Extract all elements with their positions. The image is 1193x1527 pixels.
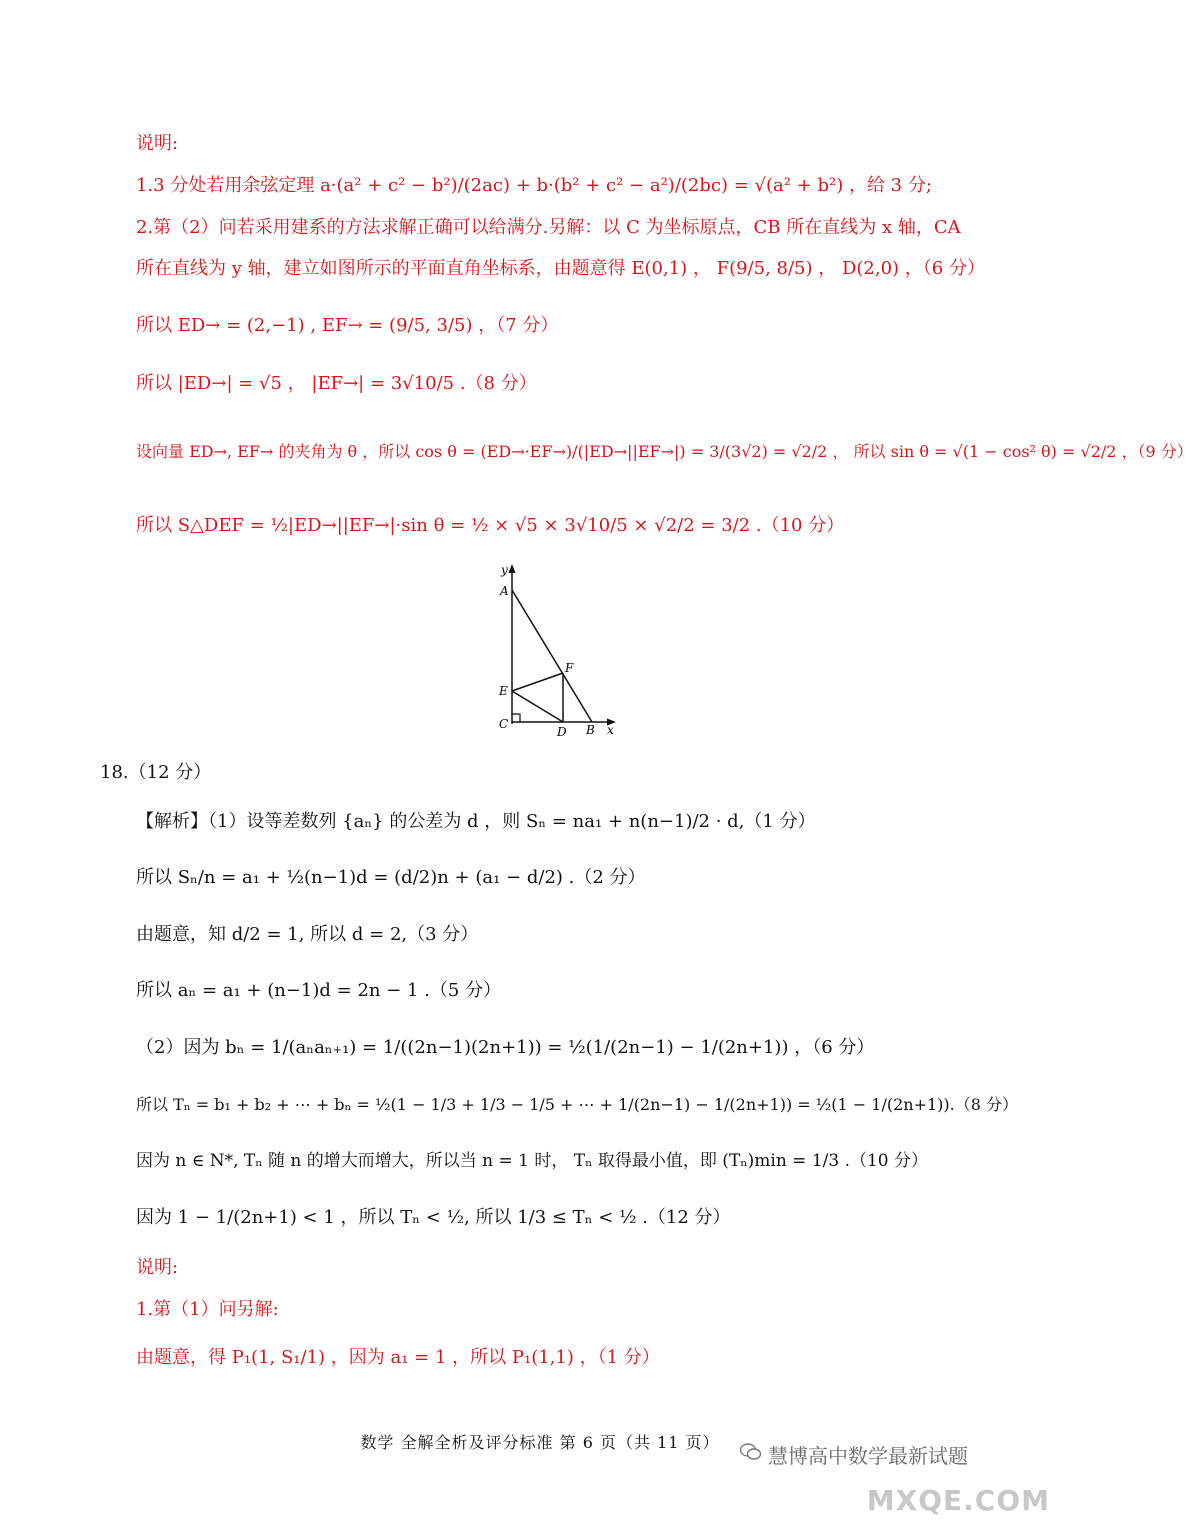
note2-line-1: 1.第（1）问另解: xyxy=(136,1299,279,1320)
label-y: y xyxy=(501,563,508,577)
label-B: B xyxy=(586,723,595,737)
label-x: x xyxy=(607,723,614,737)
note2-line-2: 由题意，得 P₁(1, S₁/1) ，因为 a₁ = 1 ，所以 P₁(1,1) ，（1 分） xyxy=(136,1347,660,1368)
note2-label: 说明: xyxy=(136,1257,179,1278)
note-line-3: 所在直线为 y 轴，建立如图所示的平面直角坐标系，由题意得 E(0,1) ， F(9/5, 8/5) ， D(2,0) ，（6 分） xyxy=(136,258,985,279)
watermark-account: 慧博高中数学最新试题 xyxy=(768,1444,968,1468)
solution-line-6: 所以 Tₙ = b₁ + b₂ + ⋯ + bₙ = ½(1 − 1/3 + 1/3 − 1/5 + ⋯ + 1/(2n−1) − 1/(2n+1)) = ½(1 − 1/(2n+1)).（8 分） xyxy=(136,1095,1018,1114)
label-A: A xyxy=(500,584,509,598)
note-line-6: 设向量 ED→, EF→ 的夹角为 θ ，所以 cos θ = (ED→·EF→)/(|ED→||EF→|) = 3/(3√2) = √2/2 ， 所以 sin θ = √(1 − cos² θ) = √2/2 ，（9 分） xyxy=(136,442,1193,461)
label-C: C xyxy=(499,717,509,731)
solution-line-8: 因为 1 − 1/(2n+1) < 1 ，所以 Tₙ < ½, 所以 1/3 ≤ Tₙ < ½ .（12 分） xyxy=(136,1207,731,1228)
solution-line-4: 所以 aₙ = a₁ + (n−1)d = 2n − 1 .（5 分） xyxy=(136,980,502,1001)
question-title: 18.（12 分） xyxy=(100,762,212,783)
note-line-7: 所以 S△DEF = ½|ED→||EF→|·sin θ = ½ × √5 × 3√10/5 × √2/2 = 3/2 .（10 分） xyxy=(136,515,845,536)
note-label: 说明: xyxy=(136,133,179,154)
solution-line-3: 由题意，知 d/2 = 1, 所以 d = 2,（3 分） xyxy=(136,924,479,945)
y-axis-arrow xyxy=(509,564,516,573)
label-F: F xyxy=(565,661,574,675)
coordinate-figure xyxy=(490,562,630,740)
note-line-1: 1.3 分处若用余弦定理 a·(a² + c² − b²)/(2ac) + b·(b² + c² − a²)/(2bc) = √(a² + b²) ，给 3 分; xyxy=(136,175,932,196)
segment-EF xyxy=(512,673,563,691)
solution-line-5: （2）因为 bₙ = 1/(aₙaₙ₊₁) = 1/((2n−1)(2n+1)) = ½(1/(2n−1) − 1/(2n+1)) ，（6 分） xyxy=(136,1037,875,1058)
note-line-4: 所以 ED→ = (2,−1) , EF→ = (9/5, 3/5) ，（7 分） xyxy=(136,315,559,336)
segment-AB xyxy=(512,590,592,722)
label-D: D xyxy=(557,725,567,739)
watermark-site: MXQE.COM xyxy=(866,1484,1050,1517)
solution-line-2: 所以 Sₙ/n = a₁ + ½(n−1)d = (d/2)n + (a₁ − d/2) .（2 分） xyxy=(136,867,646,888)
solution-line-7: 因为 n ∈ N*, Tₙ 随 n 的增大而增大，所以当 n = 1 时， Tₙ 取得最小值，即 (Tₙ)min = 1/3 .（10 分） xyxy=(136,1151,929,1171)
right-angle-marker xyxy=(512,714,520,722)
page-footer: 数学 全解全析及评分标准 第 6 页（共 11 页） xyxy=(360,1433,720,1452)
note-line-5: 所以 |ED→| = √5 ， |EF→| = 3√10/5 .（8 分） xyxy=(136,373,537,394)
wechat-icon xyxy=(740,1443,762,1461)
note-line-2: 2.第（2）问若采用建系的方法求解正确可以给满分.另解：以 C 为坐标原点，CB 所在直线为 x 轴，CA xyxy=(136,217,961,238)
label-E: E xyxy=(499,684,508,698)
solution-line-1: 【解析】（1）设等差数列 {aₙ} 的公差为 d ，则 Sₙ = na₁ + n(n−1)/2 · d,（1 分） xyxy=(136,811,816,832)
